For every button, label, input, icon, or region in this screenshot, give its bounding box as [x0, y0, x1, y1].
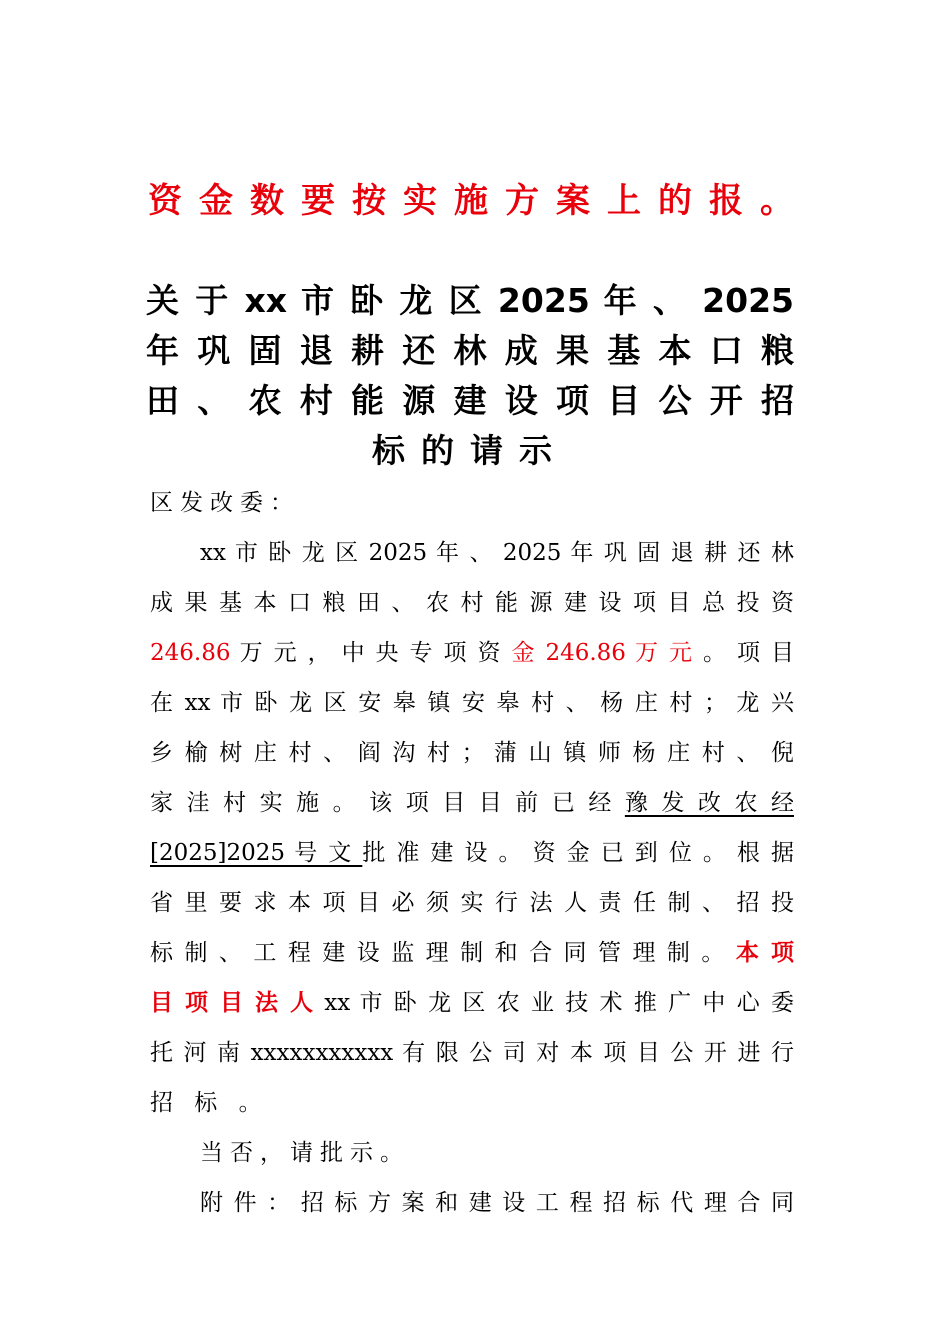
- body-line: 省 里 要 求 本 项 目 必 须 实 行 法 人 责 任 制 、 招 投: [150, 890, 794, 916]
- body-line: [2025]2025 号 文 批 准 建 设 。 资 金 已 到 位 。 根 据: [150, 840, 794, 866]
- red-note: 资金数要按实施方案上的报。: [148, 181, 811, 221]
- body-line: xx 市 卧 龙 区 2025 年 、 2025 年 巩 固 退 耕 还 林: [200, 540, 794, 566]
- body-line: 标 制 、 工 程 建 设 监 理 制 和 合 同 管 理 制 。 本 项: [150, 939, 794, 966]
- document-number: [2025]2025 号 文: [150, 840, 363, 866]
- attachment-line: 附件：招标方案和建设工程招标代理合同: [200, 1190, 794, 1216]
- title-line: 田 、 农 村 能 源 建 设 项 目 公 开 招: [146, 381, 794, 420]
- title-line: 关 于 xx 市 卧 龙 区 2025 年 、 2025: [146, 281, 794, 320]
- body-line: 家 洼 村 实 施 。 该 项 目 目 前 已 经 豫 发 改 农 经: [150, 790, 794, 816]
- salutation: 区发改委：: [150, 490, 300, 516]
- document-title: [146, 276, 794, 476]
- body-line: 招 标 。: [150, 1090, 269, 1116]
- amount-highlight: 金 246.86 万 元: [511, 640, 694, 666]
- body-line: 乡 榆 树 庄 村 、 阎 沟 村 ； 蒲 山 镇 师 杨 庄 村 、 倪: [150, 740, 794, 766]
- body-line: 目 项 目 法 人 xx 市 卧 龙 区 农 业 技 术 推 广 中 心 委: [150, 989, 795, 1016]
- document-body: [150, 478, 794, 1228]
- body-line: 在 xx 市 卧 龙 区 安 皋 镇 安 皋 村 、 杨 庄 村 ； 龙 兴: [150, 690, 794, 716]
- body-line: 托 河 南 xxxxxxxxxxx 有 限 公 司 对 本 项 目 公 开 进 行: [150, 1040, 794, 1066]
- legal-person-highlight: 目 项 目 法 人: [150, 989, 315, 1016]
- closing-line: 当否，请批示。: [200, 1140, 410, 1166]
- body-line: 成 果 基 本 口 粮 田 、 农 村 能 源 建 设 项 目 总 投 资: [150, 590, 794, 616]
- title-line: 年 巩 固 退 耕 还 林 成 果 基 本 口 粮: [146, 331, 794, 370]
- legal-person-highlight: 本 项: [735, 939, 794, 966]
- document-number: 豫 发 改 农 经: [624, 790, 794, 816]
- body-line: 246.86 万 元 ， 中 央 专 项 资 金 246.86 万 元 。 项 目: [150, 640, 794, 666]
- title-line: 标的请示: [372, 431, 568, 470]
- amount-highlight: 246.86: [150, 640, 231, 666]
